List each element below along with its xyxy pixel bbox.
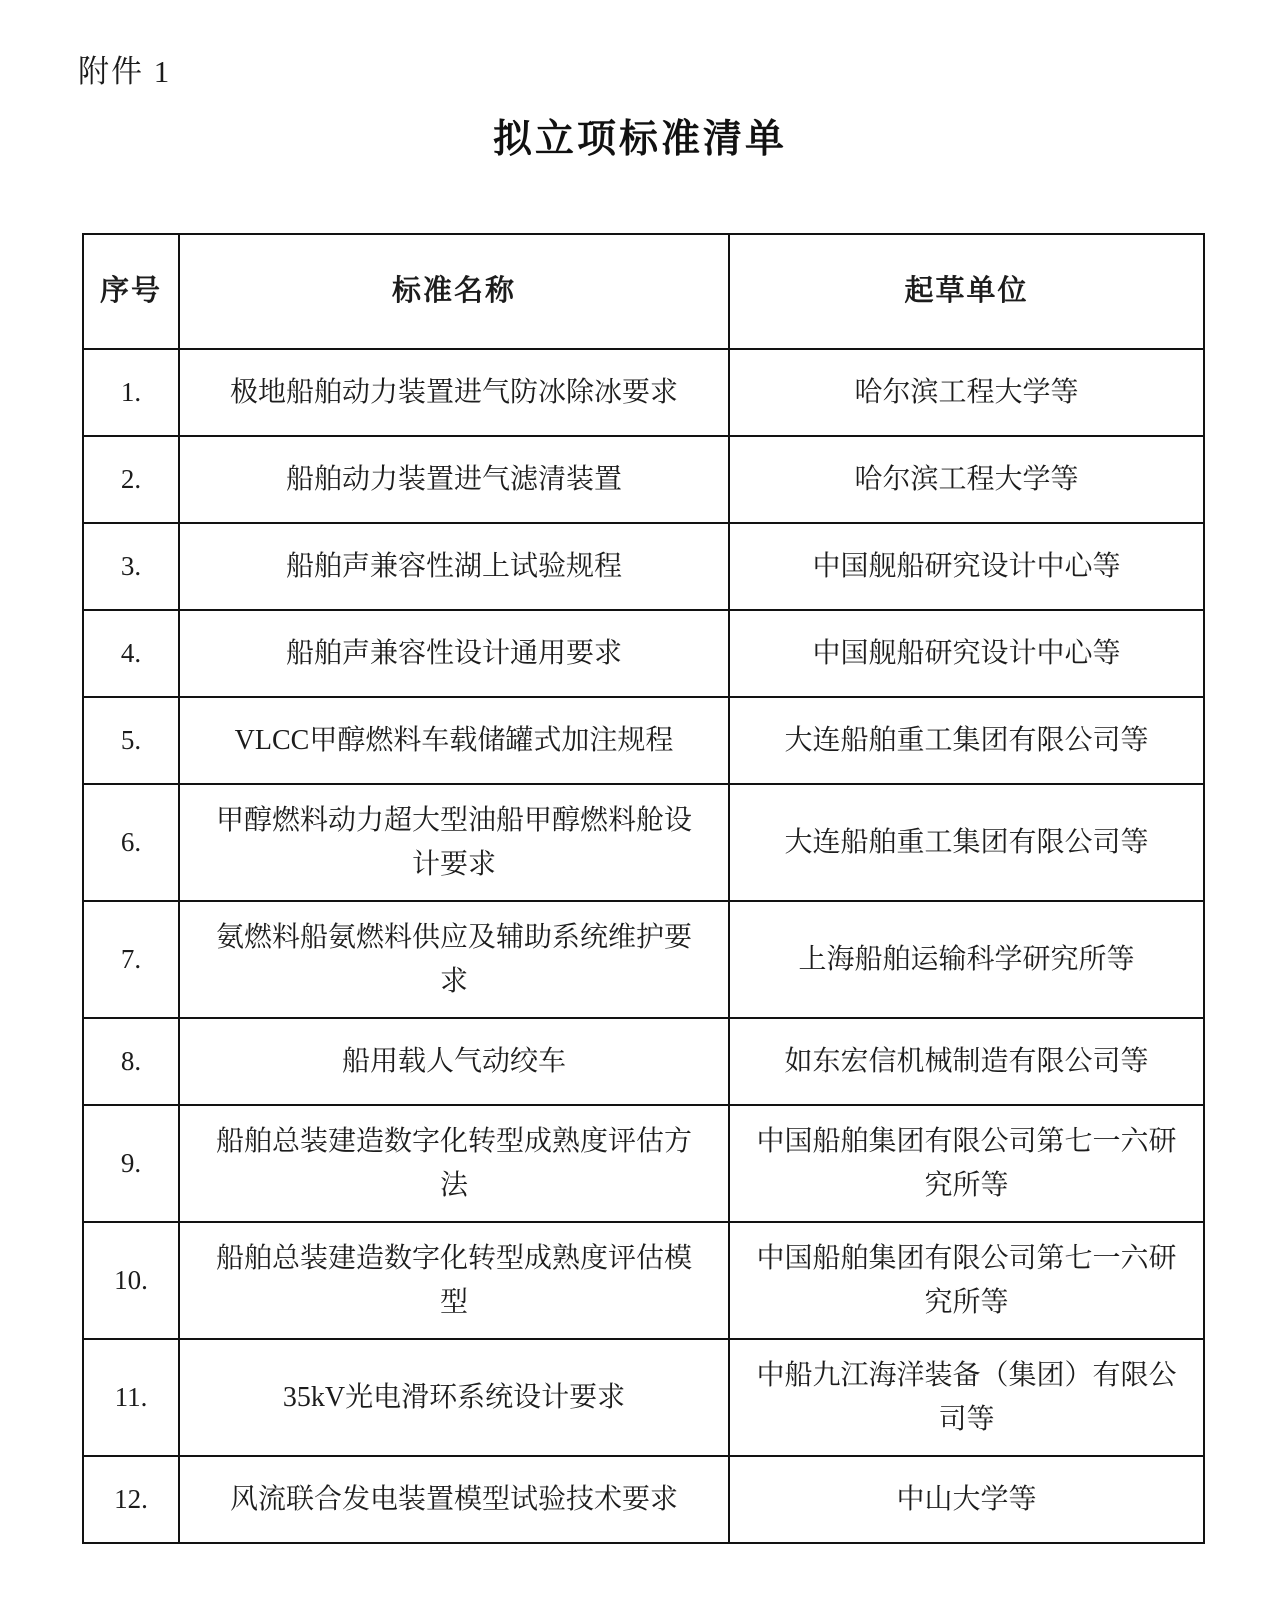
drafting-unit-cell: 大连船舶重工集团有限公司等 <box>729 697 1204 784</box>
drafting-unit-cell: 哈尔滨工程大学等 <box>729 436 1204 523</box>
table-row <box>83 349 1204 436</box>
row-number-cell: 1. <box>83 349 179 436</box>
standard-name-cell: 船舶动力装置进气滤清装置 <box>179 436 729 523</box>
row-number-cell: 2. <box>83 436 179 523</box>
standard-name-cell: 35kV光电滑环系统设计要求 <box>179 1339 729 1456</box>
row-number-cell: 5. <box>83 697 179 784</box>
table-row <box>83 784 1204 901</box>
standard-name-cell: VLCC甲醇燃料车载储罐式加注规程 <box>179 697 729 784</box>
header-drafting-unit: 起草单位 <box>729 234 1204 349</box>
row-number-cell: 3. <box>83 523 179 610</box>
header-standard-name: 标准名称 <box>179 234 729 349</box>
table-row <box>83 610 1204 697</box>
row-number-cell: 8. <box>83 1018 179 1105</box>
drafting-unit-cell: 大连船舶重工集团有限公司等 <box>729 784 1204 901</box>
drafting-unit-cell: 中国舰船研究设计中心等 <box>729 523 1204 610</box>
standard-name-cell: 船舶总装建造数字化转型成熟度评估模型 <box>179 1222 729 1339</box>
drafting-unit-cell: 中船九江海洋装备（集团）有限公司等 <box>729 1339 1204 1456</box>
table-row <box>83 1105 1204 1222</box>
table-header-row <box>83 234 1204 349</box>
standard-name-cell: 风流联合发电装置模型试验技术要求 <box>179 1456 729 1543</box>
standard-name-cell: 极地船舶动力装置进气防冰除冰要求 <box>179 349 729 436</box>
standard-name-cell: 甲醇燃料动力超大型油船甲醇燃料舱设计要求 <box>179 784 729 901</box>
table-row <box>83 1222 1204 1339</box>
table-row <box>83 901 1204 1018</box>
table-row <box>83 697 1204 784</box>
row-number-cell: 4. <box>83 610 179 697</box>
row-number-cell: 6. <box>83 784 179 901</box>
standard-name-cell: 氨燃料船氨燃料供应及辅助系统维护要求 <box>179 901 729 1018</box>
header-no: 序号 <box>83 234 179 349</box>
table-row <box>83 436 1204 523</box>
standards-table <box>82 233 1205 1544</box>
drafting-unit-cell: 中国舰船研究设计中心等 <box>729 610 1204 697</box>
drafting-unit-cell: 如东宏信机械制造有限公司等 <box>729 1018 1204 1105</box>
row-number-cell: 10. <box>83 1222 179 1339</box>
drafting-unit-cell: 中国船舶集团有限公司第七一六研究所等 <box>729 1222 1204 1339</box>
table-row <box>83 1456 1204 1543</box>
standard-name-cell: 船用载人气动绞车 <box>179 1018 729 1105</box>
row-number-cell: 7. <box>83 901 179 1018</box>
drafting-unit-cell: 上海船舶运输科学研究所等 <box>729 901 1204 1018</box>
standard-name-cell: 船舶声兼容性设计通用要求 <box>179 610 729 697</box>
standard-name-cell: 船舶总装建造数字化转型成熟度评估方法 <box>179 1105 729 1222</box>
table-row <box>83 1018 1204 1105</box>
row-number-cell: 12. <box>83 1456 179 1543</box>
row-number-cell: 9. <box>83 1105 179 1222</box>
attachment-label: 附件 1 <box>78 54 172 89</box>
table-row <box>83 1339 1204 1456</box>
table-row <box>83 523 1204 610</box>
page-title: 拟立项标准清单 <box>492 118 787 161</box>
drafting-unit-cell: 哈尔滨工程大学等 <box>729 349 1204 436</box>
row-number-cell: 11. <box>83 1339 179 1456</box>
drafting-unit-cell: 中山大学等 <box>729 1456 1204 1543</box>
drafting-unit-cell: 中国船舶集团有限公司第七一六研究所等 <box>729 1105 1204 1222</box>
standard-name-cell: 船舶声兼容性湖上试验规程 <box>179 523 729 610</box>
